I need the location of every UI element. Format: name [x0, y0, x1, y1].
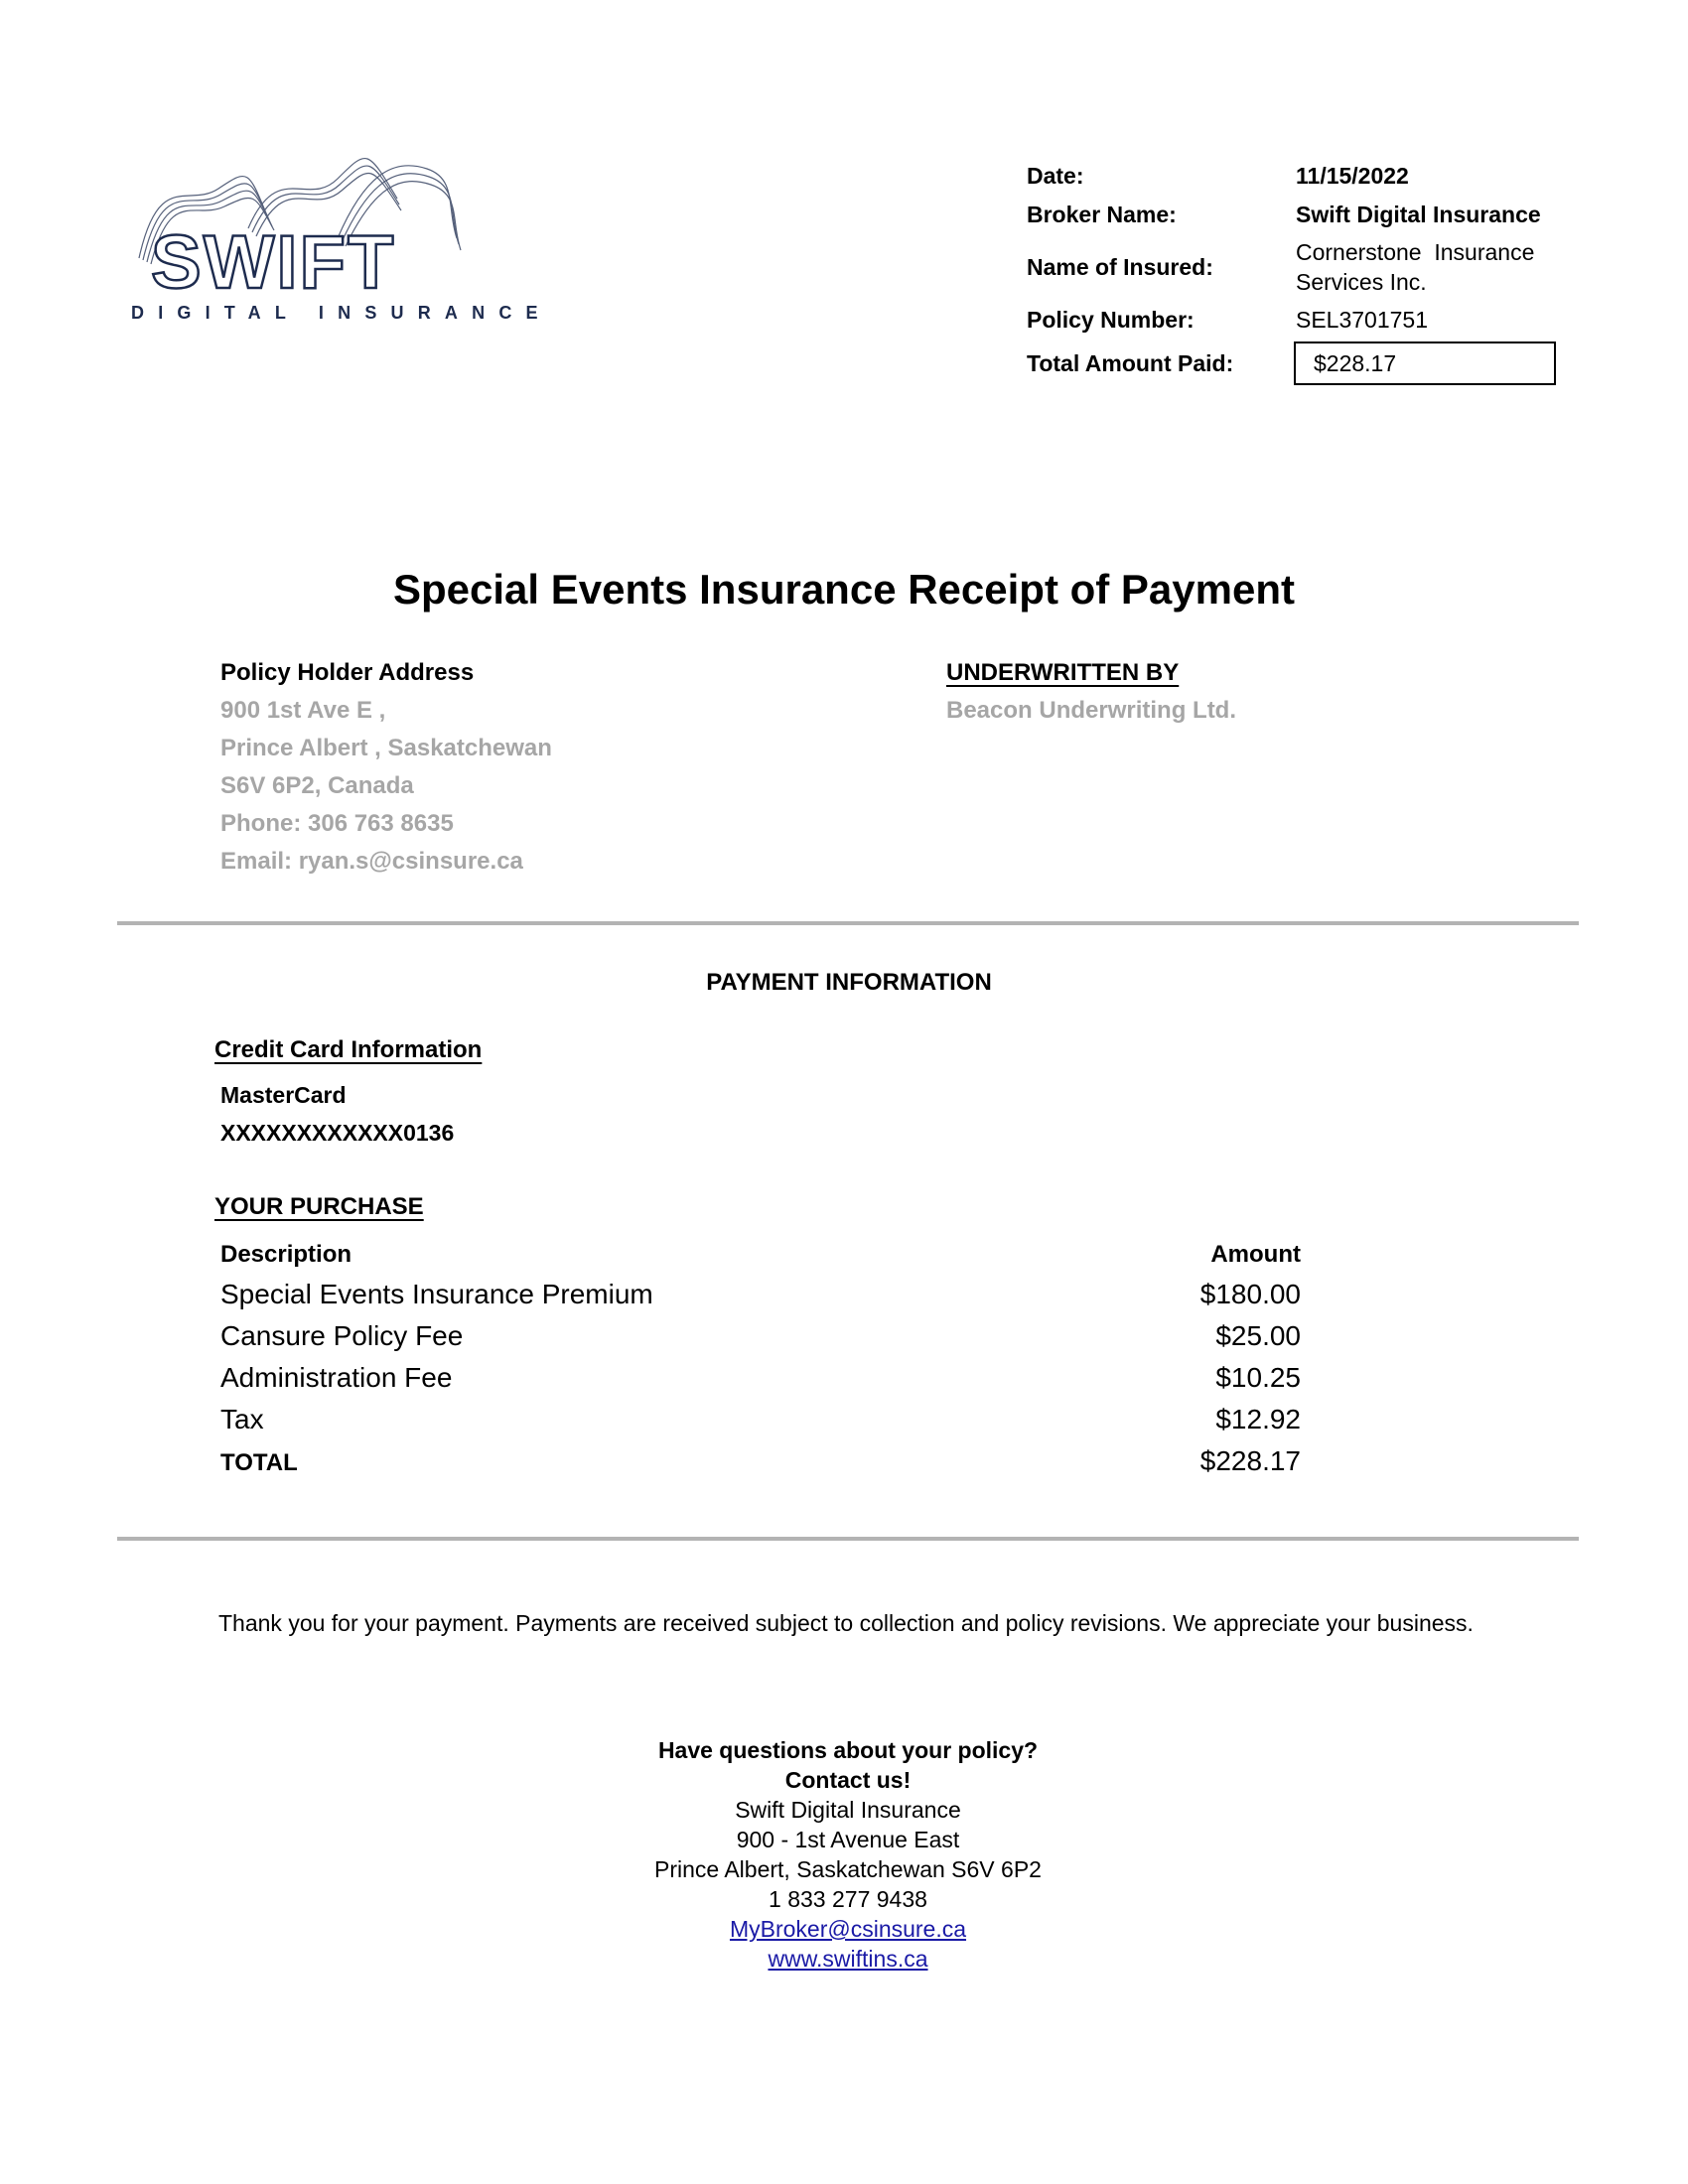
description-column-header: Description [220, 1241, 352, 1268]
total-label: TOTAL [220, 1449, 298, 1476]
company-logo [129, 149, 552, 338]
underwriter-name: Beacon Underwriting Ltd. [946, 697, 1237, 724]
total-paid-label: Total Amount Paid: [1027, 350, 1234, 376]
card-type: MasterCard [220, 1082, 347, 1108]
contact-phone: 1 833 277 9438 [769, 1886, 927, 1912]
payment-information-heading: PAYMENT INFORMATION [706, 969, 992, 996]
logo-wordmark: SWIFT [151, 220, 396, 298]
address-line-3: S6V 6P2, Canada [220, 772, 414, 799]
purchase-row-amount: $180.00 [1199, 1279, 1301, 1309]
amount-column-header: Amount [1210, 1241, 1301, 1268]
thank-you-note: Thank you for your payment. Payments are received subject to collection and policy revisions. We appreciate your business. [218, 1610, 1474, 1636]
policy-number-label: Policy Number: [1027, 307, 1195, 333]
email-line: Email: ryan.s@csinsure.ca [220, 848, 523, 875]
card-number: XXXXXXXXXXXX0136 [220, 1120, 455, 1146]
phone-line: Phone: 306 763 8635 [220, 810, 454, 837]
credit-card-heading: Credit Card Information [214, 1036, 483, 1063]
contact-email-link[interactable]: MyBroker@csinsure.ca [729, 1916, 967, 1942]
logo-tagline: DIGITAL INSURANCE [131, 303, 552, 323]
insured-value-line1: Cornerstone Insurance [1296, 239, 1535, 265]
total-amount: $228.17 [1199, 1445, 1301, 1476]
address-line-2: Prince Albert , Saskatchewan [220, 735, 552, 761]
broker-label: Broker Name: [1027, 202, 1177, 227]
section-divider [117, 1537, 1579, 1541]
section-divider [117, 921, 1579, 925]
contact-address-2: Prince Albert, Saskatchewan S6V 6P2 [654, 1856, 1042, 1882]
purchase-row-description: Administration Fee [220, 1362, 453, 1393]
contact-cta: Contact us! [784, 1767, 912, 1793]
contact-question: Have questions about your policy? [657, 1737, 1039, 1763]
logo-wave-graphic [129, 149, 477, 298]
total-paid-value: $228.17 [1294, 341, 1556, 385]
purchase-row-description: Special Events Insurance Premium [220, 1279, 653, 1309]
policy-holder-heading: Policy Holder Address [220, 659, 475, 686]
date-value: 11/15/2022 [1296, 163, 1409, 189]
purchase-row-description: Cansure Policy Fee [220, 1320, 464, 1351]
contact-company: Swift Digital Insurance [735, 1797, 961, 1823]
insured-label: Name of Insured: [1027, 254, 1213, 280]
website-link[interactable]: www.swiftins.ca [768, 1946, 928, 1972]
contact-address-1: 900 - 1st Avenue East [736, 1827, 960, 1852]
purchase-row-amount: $12.92 [1215, 1404, 1301, 1434]
policy-number-value: SEL3701751 [1296, 307, 1429, 333]
underwriter-heading: UNDERWRITTEN BY [946, 659, 1180, 686]
insured-value-line2: Services Inc. [1296, 269, 1427, 295]
address-line-1: 900 1st Ave E , [220, 697, 386, 724]
purchase-row-amount: $10.25 [1215, 1362, 1301, 1393]
purchase-row-amount: $25.00 [1215, 1320, 1301, 1351]
purchase-row-description: Tax [220, 1404, 264, 1434]
document-title: Special Events Insurance Receipt of Payment [392, 566, 1295, 613]
date-label: Date: [1027, 163, 1084, 189]
your-purchase-heading: YOUR PURCHASE [214, 1193, 424, 1220]
broker-value: Swift Digital Insurance [1296, 202, 1541, 227]
